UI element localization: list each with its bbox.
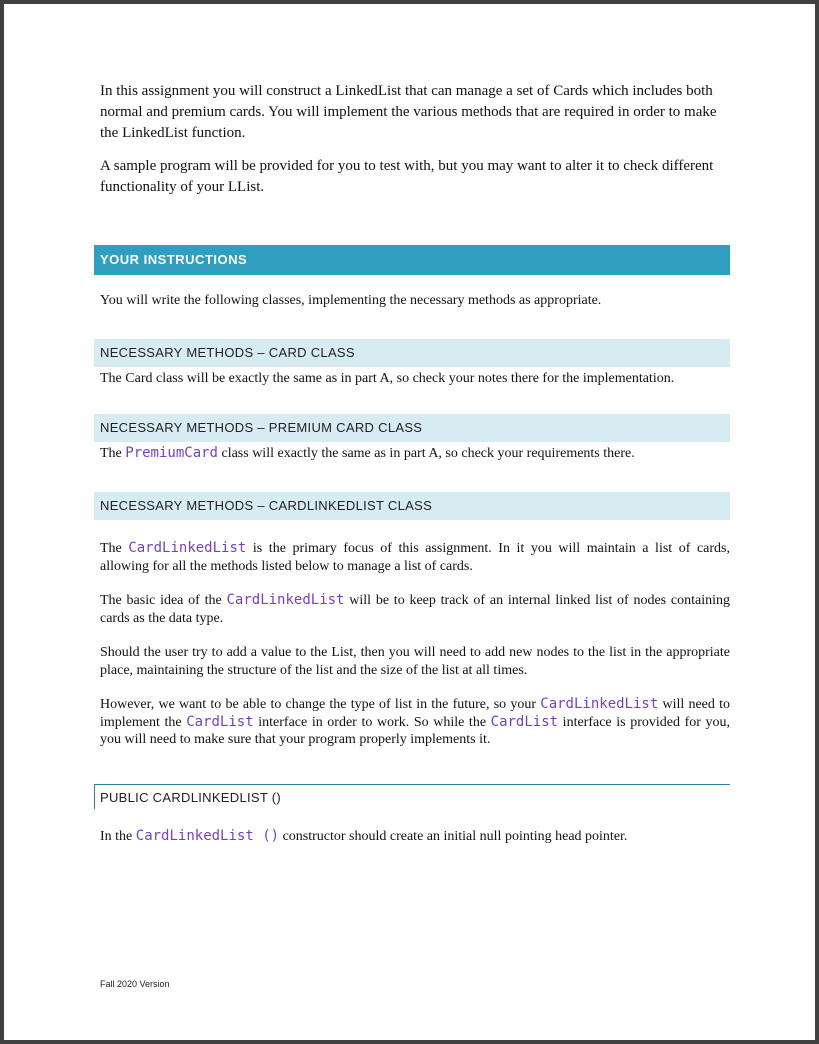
subheading-constructor: PUBLIC CARDLINKEDLIST () xyxy=(94,784,730,809)
code-cardlist: CardList xyxy=(490,713,559,730)
code-cardlinkedlist: CardLinkedList xyxy=(226,592,345,608)
text-span: constructor should create an initial null pointing head pointer. xyxy=(279,829,628,844)
intro-paragraph-1: In this assignment you will construct a LinkedList that can manage a set of Cards which includes both normal and premium cards. You will implement the various methods that are required in order to make the LinkedList function. xyxy=(100,83,717,141)
text-span: is the primary focus of this assignment. In it you will maintain a list of cards, allowing for all the methods listed below to manage a list of cards. xyxy=(100,541,730,574)
intro-paragraph-2: A sample program will be provided for you to test with, but you may want to alter it to check different functionality of your LList. xyxy=(100,158,714,195)
text-span: The xyxy=(100,446,126,461)
instructions-text: You will write the following classes, implementing the necessary methods as appropriate. xyxy=(100,293,602,308)
text-span: However, we want to be able to change the type of list in the future, so your xyxy=(100,697,541,712)
code-cardlist: CardList xyxy=(186,713,254,730)
code-cardlinkedlist: CardLinkedList xyxy=(540,696,659,712)
text-span: class will exactly the same as in part A, so check your requirements there. xyxy=(217,446,635,461)
code-constructor: CardLinkedList () xyxy=(135,828,280,844)
cardlinkedlist-paragraph-3: Should the user try to add a value to the List, then you will need to add new nodes to the list in the appropriate place, maintaining the structure of the list and the size of the list at all times. xyxy=(100,645,730,678)
subheading-premium-card-class: NECESSARY METHODS – PREMIUM CARD CLASS xyxy=(94,414,730,442)
subheading-card-class: NECESSARY METHODS – CARD CLASS xyxy=(94,339,730,367)
card-class-text: The Card class will be exactly the same as in part A, so check your notes there for the implementation. xyxy=(100,371,675,386)
constructor-text xyxy=(100,828,730,846)
code-premiumcard: PremiumCard xyxy=(125,445,218,461)
subheading-cardlinkedlist-class: NECESSARY METHODS – CARDLINKEDLIST CLASS xyxy=(94,492,730,520)
text-span: will need to implement the xyxy=(100,697,730,730)
text-span: interface is provided for you, you will need to make sure that your program properly implements it. xyxy=(100,714,730,747)
cardlinkedlist-paragraph-4 xyxy=(100,696,730,749)
premium-card-class-text xyxy=(100,445,730,463)
document-page xyxy=(4,4,815,1040)
text-span: will be to keep track of an internal linked list of nodes containing cards as the data type. xyxy=(100,593,730,626)
cardlinkedlist-paragraph-2 xyxy=(100,592,730,627)
footer-version: Fall 2020 Version xyxy=(100,979,170,989)
section-heading-instructions: YOUR INSTRUCTIONS xyxy=(94,245,730,275)
text-span: interface in order to work. So while the xyxy=(253,714,491,730)
cardlinkedlist-paragraph-1 xyxy=(100,540,730,575)
code-cardlinkedlist: CardLinkedList xyxy=(128,540,247,556)
text-span: In the xyxy=(100,829,136,844)
text-span: The xyxy=(100,541,129,556)
text-span: The basic idea of the xyxy=(100,593,227,608)
